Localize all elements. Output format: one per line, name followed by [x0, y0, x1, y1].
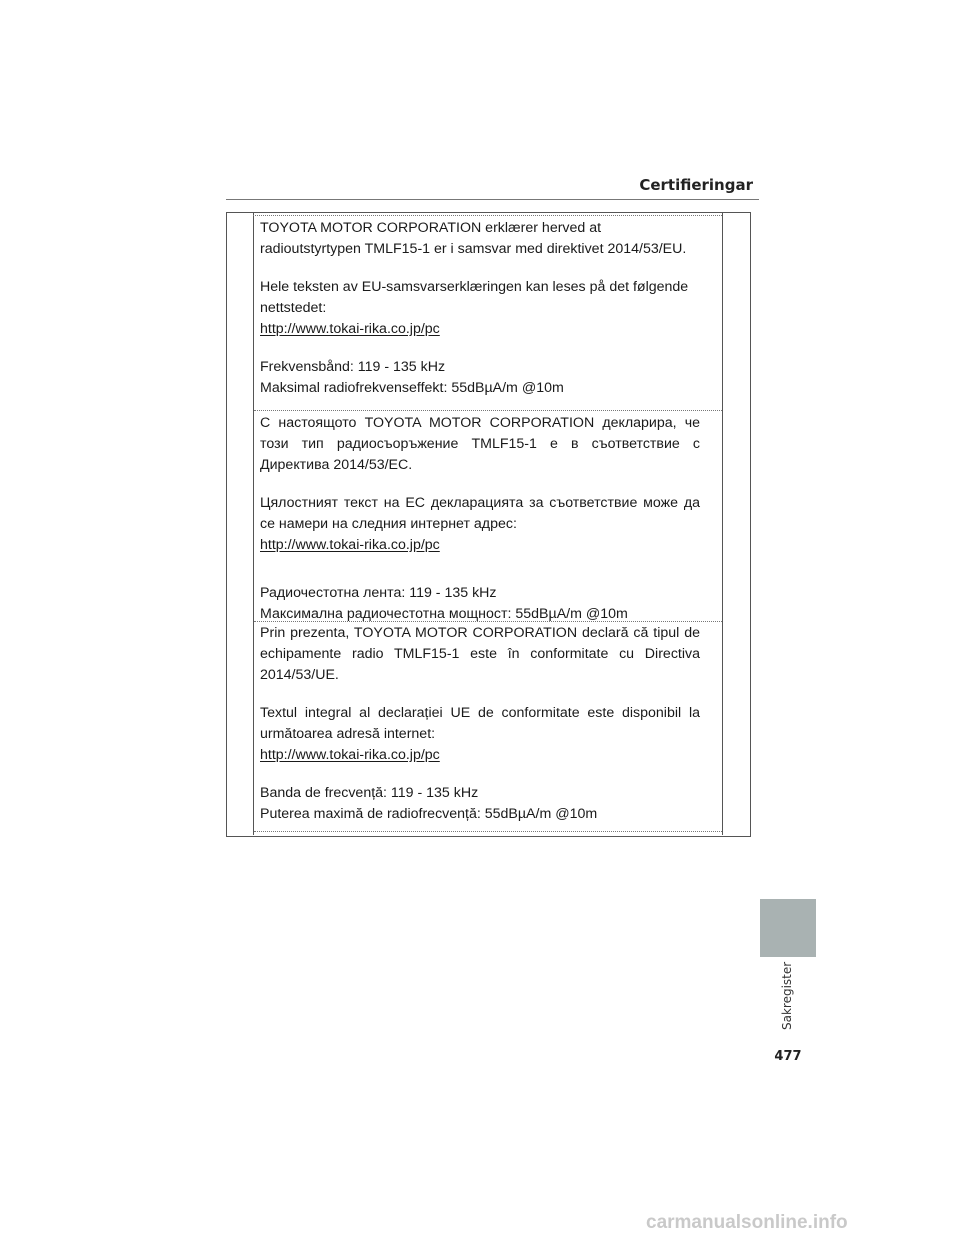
- frequency-band-text: Frekvensbånd: 119 - 135 kHz: [260, 359, 446, 375]
- frame-inner-right-line: [722, 213, 723, 835]
- declaration-availability-text: Цялостният текст на ЕС декларацията за съответствие може да се намери на следния интернет адрес:: [260, 495, 700, 532]
- section-divider: [254, 621, 722, 622]
- max-power-text: Максимална радиочестотна мощност: 55dBµA/m @10m: [260, 606, 628, 622]
- frame-inner-top-line: [253, 215, 722, 216]
- header-rule: [226, 199, 759, 200]
- frequency-band-text: Banda de frecvență: 119 - 135 kHz: [260, 785, 479, 801]
- frame-inner-left-line: [253, 213, 254, 835]
- declaration-availability-text: Hele teksten av EU-samsvarserklæringen kan leses på det følgende nettstedet:: [260, 279, 689, 316]
- romanian-declaration: [260, 623, 700, 825]
- section-tab[interactable]: [760, 899, 816, 957]
- section-divider: [254, 410, 722, 411]
- section-title: Certifieringar: [639, 176, 753, 194]
- norwegian-declaration: [260, 218, 700, 399]
- declaration-text: С настоящото TOYOTA MOTOR CORPORATION декларира, че този тип радиосъоръжение TMLF15-1 е в съответствие с Директива 2014/53/ЕС.: [260, 415, 700, 473]
- declaration-link[interactable]: http://www.tokai-rika.co.jp/pc: [260, 321, 440, 337]
- declaration-text: Prin prezenta, TOYOTA MOTOR CORPORATION declară că tipul de echipamente radio TMLF15-1 este în conformitate cu Directiva 2014/53/UE.: [260, 625, 700, 683]
- page-number: 477: [774, 1049, 802, 1064]
- watermark: carmanualsonline.info: [646, 1212, 848, 1233]
- declaration-link[interactable]: http://www.tokai-rika.co.jp/pc: [260, 537, 440, 553]
- declaration-link[interactable]: http://www.tokai-rika.co.jp/pc: [260, 747, 440, 763]
- bulgarian-declaration: [260, 413, 700, 625]
- max-power-text: Maksimal radiofrekvenseffekt: 55dBµA/m @10m: [260, 380, 564, 396]
- declaration-availability-text: Textul integral al declarației UE de conformitate este disponibil la următoarea adresă internet:: [260, 705, 700, 742]
- declaration-text: TOYOTA MOTOR CORPORATION erklærer herved at radioutstyrtypen TMLF15-1 er i samsvar med direktivet 2014/53/EU.: [260, 220, 687, 257]
- max-power-text: Puterea maximă de radiofrecvență: 55dBµA/m @10m: [260, 806, 598, 822]
- frequency-band-text: Радиочестотна лента: 119 - 135 kHz: [260, 585, 497, 601]
- section-divider: [254, 831, 722, 832]
- section-tab-label: Sakregister: [780, 962, 794, 1031]
